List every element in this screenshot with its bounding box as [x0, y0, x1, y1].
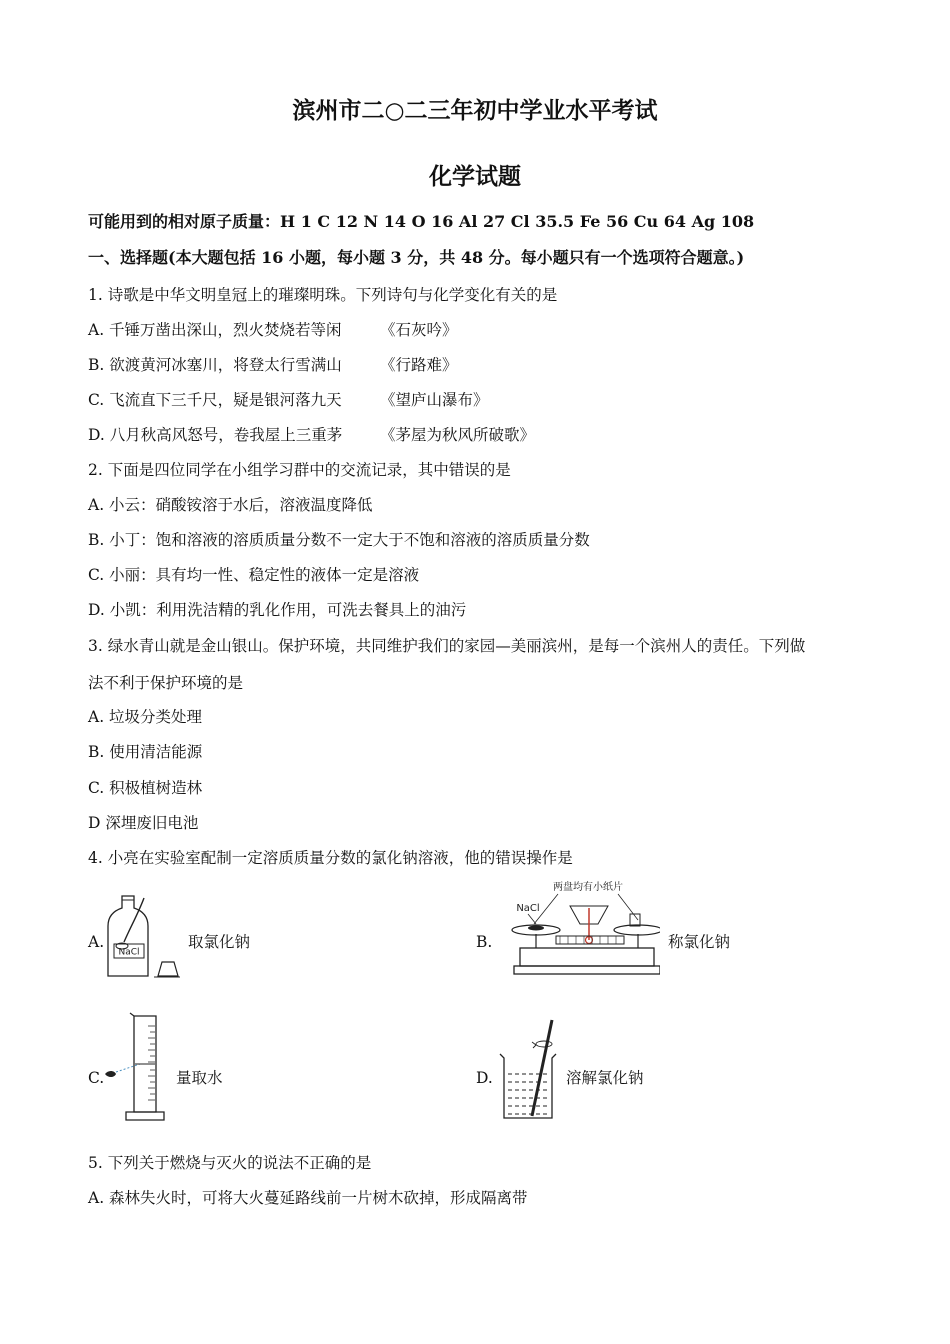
question-1-option-d: D. 八月秋高风怒号，卷我屋上三重茅 — [88, 426, 343, 444]
question-4-option-c-caption: 量取水 — [176, 1069, 223, 1087]
svg-text:NaCl: NaCl — [118, 947, 140, 958]
question-1-option-a-source: 《石灰吟》 — [380, 321, 458, 339]
question-4-option-b-letter: B. — [476, 933, 493, 951]
atomic-masses: 可能用到的相对原子质量：H 1 C 12 N 14 O 16 Al 27 Cl 35.5 Fe 56 Cu 64 Ag 108 — [88, 212, 755, 231]
question-3-stem-line2: 法不利于保护环境的是 — [88, 674, 244, 692]
question-1-option-c: C. 飞流直下三千尺，疑是银河落九天 — [88, 391, 342, 409]
question-3-option-d: D 深埋废旧电池 — [88, 814, 199, 832]
graduated-cylinder-icon — [104, 1012, 166, 1122]
question-4-option-d-caption: 溶解氯化钠 — [566, 1069, 644, 1087]
svg-text:NaCl: NaCl — [516, 903, 540, 914]
exam-subtitle: 化学试题 — [429, 163, 521, 190]
question-1-option-b: B. 欲渡黄河冰塞川，将登太行雪满山 — [88, 356, 342, 374]
question-5-option-a: A. 森林失火时，可将大火蔓延路线前一片树木砍掉，形成隔离带 — [88, 1189, 528, 1207]
section-title: 一、选择题(本大题包括 16 小题，每小题 3 分，共 48 分。每小题只有一个选项符合题意。) — [88, 248, 745, 267]
question-4-option-a-caption: 取氯化钠 — [188, 933, 251, 951]
question-4-option-b-caption: 称氯化钠 — [668, 933, 731, 951]
svg-text:两盘均有小纸片: 两盘均有小纸片 — [553, 882, 623, 893]
question-3-option-b: B. 使用清洁能源 — [88, 743, 203, 761]
question-1-option-c-source: 《望庐山瀑布》 — [380, 391, 489, 409]
beaker-with-glass-rod-icon — [496, 1018, 562, 1122]
question-3-option-c: C. 积极植树造林 — [88, 779, 203, 797]
question-3-option-a: A. 垃圾分类处理 — [88, 708, 203, 726]
question-2-option-a: A. 小云：硝酸铵溶于水后，溶液温度降低 — [88, 496, 373, 514]
question-1-option-d-source: 《茅屋为秋风所破歌》 — [380, 426, 536, 444]
question-1-option-b-source: 《行路难》 — [380, 356, 458, 374]
question-2-stem: 2. 下面是四位同学在小组学习群中的交流记录，其中错误的是 — [88, 461, 511, 479]
question-2-option-b: B. 小丁：饱和溶液的溶质质量分数不一定大于不饱和溶液的溶质质量分数 — [88, 531, 590, 549]
question-4-option-c-letter: C. — [88, 1069, 105, 1087]
question-2-option-c: C. 小丽：具有均一性、稳定性的液体一定是溶液 — [88, 566, 420, 584]
reagent-bottle-with-spoon-icon — [104, 892, 180, 980]
exam-title: 滨州市二○二三年初中学业水平考试 — [292, 97, 658, 124]
question-4-stem: 4. 小亮在实验室配制一定溶质质量分数的氯化钠溶液，他的错误操作是 — [88, 849, 573, 867]
question-3-stem-line1: 3. 绿水青山就是金山银山。保护环境，共同维护我们的家园—美丽滨州，是每一个滨州人的责任。下列做 — [88, 637, 806, 655]
question-4-option-a-letter: A. — [88, 933, 105, 951]
question-1-option-a: A. 千锤万凿出深山，烈火焚烧若等闲 — [88, 321, 342, 339]
question-4-option-d-letter: D. — [476, 1069, 493, 1087]
question-2-option-d: D. 小凯：利用洗洁精的乳化作用，可洗去餐具上的油污 — [88, 601, 467, 619]
balance-scale-icon — [498, 878, 660, 978]
question-1-stem: 1. 诗歌是中华文明皇冠上的璀璨明珠。下列诗句与化学变化有关的是 — [88, 286, 558, 304]
question-5-stem: 5. 下列关于燃烧与灭火的说法不正确的是 — [88, 1154, 372, 1172]
